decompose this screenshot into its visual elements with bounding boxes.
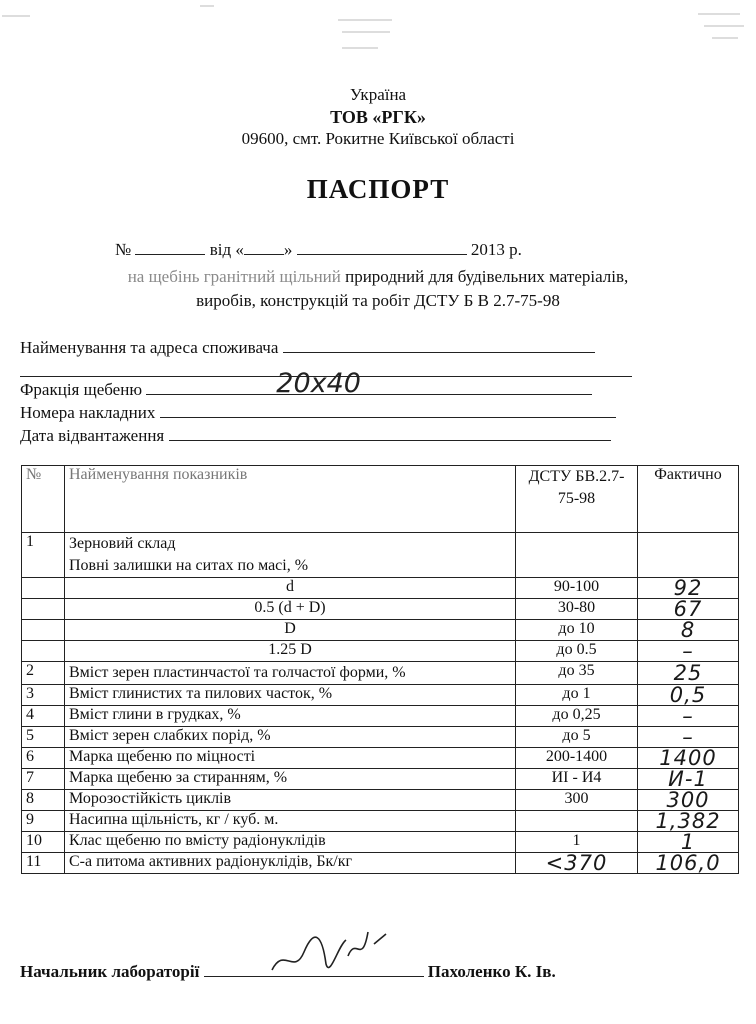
- date-close-quote: »: [283, 240, 293, 259]
- row-fact: 1,382: [638, 811, 739, 832]
- sieve-std: 90-100: [516, 578, 638, 599]
- group1-title: [65, 533, 516, 578]
- document-header: [0, 84, 756, 150]
- table-cell-num: [22, 578, 65, 599]
- row-fact: 1: [638, 832, 739, 853]
- row-num: 4: [22, 706, 65, 727]
- signature-line: [204, 960, 424, 977]
- table-cell-num: [22, 620, 65, 641]
- shipment-label: Дата відвантаження: [20, 426, 165, 445]
- country-label: Україна: [349, 85, 407, 104]
- row-num: 11: [22, 853, 65, 874]
- fraction-field: [20, 368, 592, 400]
- date-from-label: від «: [209, 240, 244, 259]
- table-row: [22, 662, 739, 685]
- document-subtitle: [0, 265, 756, 313]
- row-std: до 5: [516, 727, 638, 748]
- scan-noise: [0, 0, 756, 70]
- row-name: Марка щебеню за стиранням, %: [65, 769, 516, 790]
- indicators-table: [21, 465, 739, 874]
- group1-std: [516, 533, 638, 578]
- consumer-label: Найменування та адреса споживача: [20, 338, 279, 357]
- row-name: Вміст зерен слабких порід, %: [65, 727, 516, 748]
- number-blank: [135, 240, 205, 255]
- row-std: 300: [516, 790, 638, 811]
- row-name: Клас щебеню по вмісту радіонуклідів: [65, 832, 516, 853]
- year-label: 2013 р.: [470, 240, 522, 259]
- fraction-label: Фракція щебеню: [20, 380, 143, 399]
- row-name: Насипна щільність, кг / куб. м.: [65, 811, 516, 832]
- invoices-line: [160, 403, 616, 418]
- table-row: [22, 620, 739, 641]
- row-std: 200-1400: [516, 748, 638, 769]
- subtitle-line1: природний для будівельних матеріалів,: [345, 267, 629, 286]
- sieve-fact: –: [638, 641, 739, 662]
- row-fact: 106,0: [638, 853, 739, 874]
- table-row: [22, 832, 739, 853]
- month-blank: [297, 240, 467, 255]
- sieve-fact: 92: [638, 578, 739, 599]
- header-num: №: [22, 466, 65, 533]
- sieve-name: 0.5 (d + D): [65, 599, 516, 620]
- company-address: 09600, смт. Рокитне Київської області: [241, 129, 515, 148]
- row-std: ИІ - И4: [516, 769, 638, 790]
- row-num: 8: [22, 790, 65, 811]
- subtitle-faded-part: на щебінь гранітний щільний: [127, 267, 341, 286]
- row-fact: И-1: [638, 769, 739, 790]
- table-row: [22, 599, 739, 620]
- group1-heading: Зерновий склад: [69, 535, 176, 552]
- signature-scribble: [264, 926, 394, 982]
- group1-num: 1: [22, 533, 65, 578]
- number-sign: №: [115, 240, 132, 259]
- header-std: ДСТУ БВ.2.7-75-98: [516, 466, 638, 533]
- table-cell-num: [22, 599, 65, 620]
- sieve-std: 30-80: [516, 599, 638, 620]
- header-fact: Фактично: [638, 466, 739, 533]
- row-fact: –: [638, 727, 739, 748]
- group1-fact: [638, 533, 739, 578]
- fraction-line: [146, 368, 592, 399]
- table-row: [22, 706, 739, 727]
- day-blank: [244, 240, 284, 255]
- sieve-name: 1.25 D: [65, 641, 516, 662]
- row-num: 9: [22, 811, 65, 832]
- consumer-field: [20, 338, 595, 358]
- table-row: [22, 685, 739, 706]
- sieve-name: D: [65, 620, 516, 641]
- table-row: [22, 769, 739, 790]
- row-fact: –: [638, 706, 739, 727]
- subtitle-line2: виробів, конструкцій та робіт ДСТУ Б В 2.7-75-98: [196, 291, 560, 310]
- invoices-field: [20, 403, 616, 423]
- page-title: ПАСПОРТ: [306, 174, 450, 204]
- shipment-field: [20, 426, 611, 446]
- row-std: [516, 811, 638, 832]
- row-num: 5: [22, 727, 65, 748]
- passport-number-line: [115, 240, 522, 260]
- row-std: до 1: [516, 685, 638, 706]
- signature-block: [20, 960, 736, 982]
- row-num: 10: [22, 832, 65, 853]
- table-row: [22, 811, 739, 832]
- table-row: [22, 578, 739, 599]
- consumer-line: [283, 338, 595, 353]
- lab-head-label: Начальник лабораторії: [20, 962, 200, 981]
- table-row: [22, 727, 739, 748]
- row-num: 6: [22, 748, 65, 769]
- header-name: Найменування показників: [65, 466, 516, 533]
- row-std: до 35: [516, 662, 638, 685]
- row-fact: 300: [638, 790, 739, 811]
- table-header-row: [22, 466, 739, 533]
- sieve-std: до 0.5: [516, 641, 638, 662]
- sieve-name: d: [65, 578, 516, 599]
- lab-head-name: Пахоленко К. Ів.: [427, 962, 556, 981]
- table-cell-num: [22, 641, 65, 662]
- group1-subheading: Повні залишки на ситах по масі, %: [69, 557, 309, 574]
- row-std: до 0,25: [516, 706, 638, 727]
- row-fact: 1400: [638, 748, 739, 769]
- company-name: ТОВ «РГК»: [330, 107, 426, 127]
- table-row: [22, 853, 739, 874]
- invoices-label: Номера накладних: [20, 403, 156, 422]
- shipment-line: [169, 426, 611, 441]
- row-name: Вміст глинистих та пилових часток, %: [65, 685, 516, 706]
- sieve-fact: 67: [638, 599, 739, 620]
- row-name: С-а питома активних радіонуклідів, Бк/кг: [65, 853, 516, 874]
- row-name: Марка щебеню по міцності: [65, 748, 516, 769]
- row-num: 7: [22, 769, 65, 790]
- sieve-fact: 8: [638, 620, 739, 641]
- row-name: Вміст глини в грудках, %: [65, 706, 516, 727]
- row-num: 2: [22, 662, 65, 685]
- table-row: [22, 790, 739, 811]
- table-row: [22, 641, 739, 662]
- row-std: 1: [516, 832, 638, 853]
- group1-row: [22, 533, 739, 578]
- row-num: 3: [22, 685, 65, 706]
- row-fact: 0,5: [638, 685, 739, 706]
- table-row: [22, 748, 739, 769]
- row-fact: 25: [638, 662, 739, 685]
- sieve-std: до 10: [516, 620, 638, 641]
- row-name: Вміст зерен пластинчастої та голчастої форми, %: [65, 662, 516, 685]
- row-name: Морозостійкість циклів: [65, 790, 516, 811]
- fraction-value: 20х40: [276, 368, 361, 399]
- row-std: <370: [516, 853, 638, 874]
